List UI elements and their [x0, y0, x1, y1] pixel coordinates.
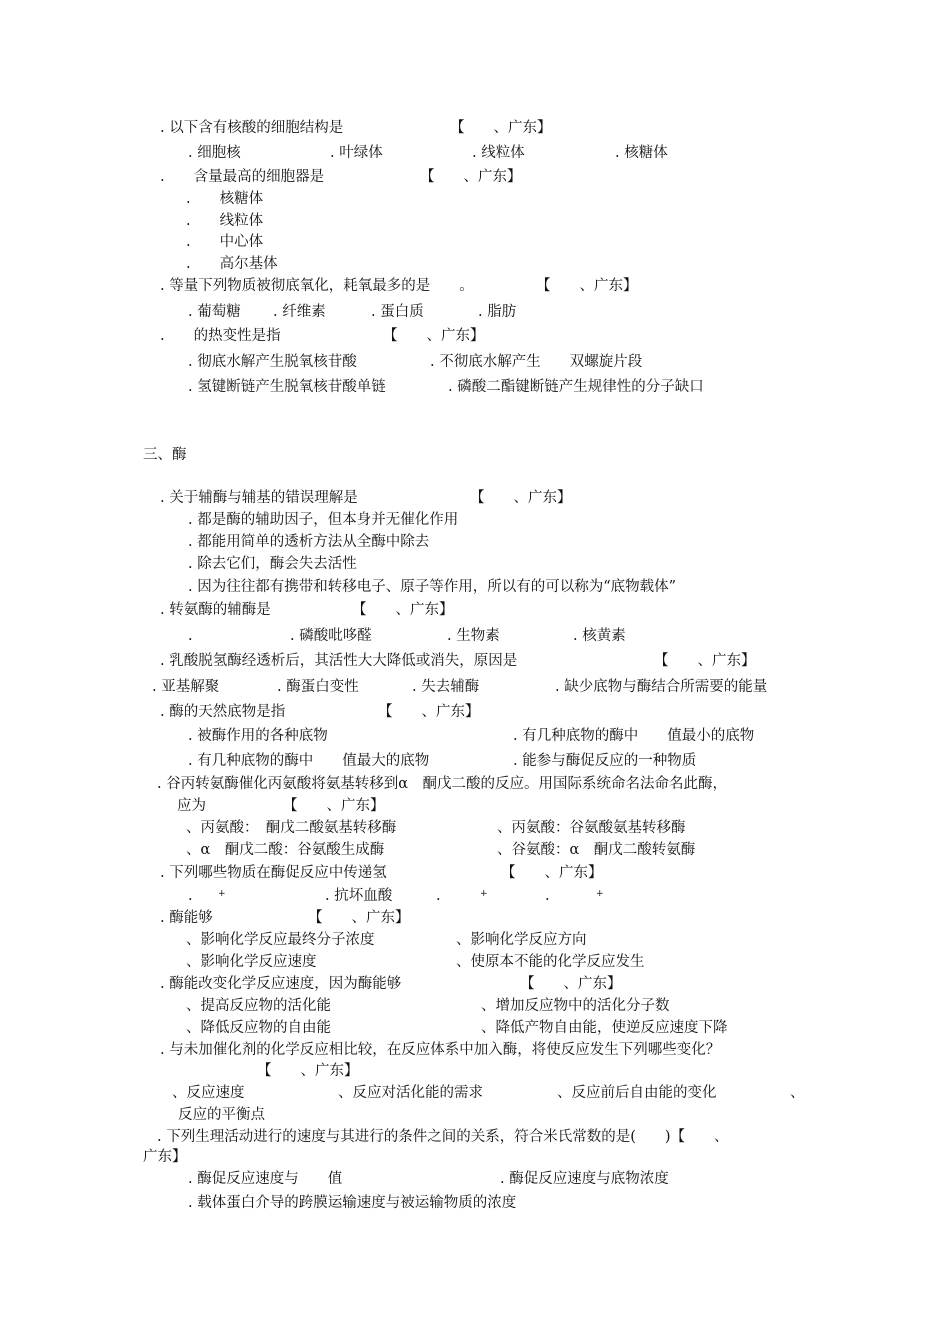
question-source: 【 、广东】 — [257, 1063, 359, 1079]
option-a: . — [188, 628, 193, 644]
option-c: . 生物素 — [447, 628, 500, 644]
option-a: 、影响化学反应最终分子浓度 — [186, 932, 375, 948]
question-stem: . 下列生理活动进行的速度与其进行的条件之间的关系，符合米氏常数的是( )【 、 — [157, 1129, 729, 1145]
question-source: 【 、广东】 — [520, 976, 622, 992]
option-c: 、反应前后自由能的变化 — [557, 1085, 717, 1101]
question-source: 【 、广东】 — [470, 490, 572, 506]
option-a: . 彻底水解产生脱氧核苷酸 — [188, 354, 357, 370]
option-d: . 因为往往都有携带和转移电子、原子等作用，所以有的可以称为“底物载体” — [188, 579, 677, 595]
option-a: . 葡萄糖 — [188, 304, 241, 320]
question-stem: . 酶能改变化学反应速度，因为酶能够 — [160, 976, 402, 992]
question-source: 【 、广东】 — [501, 865, 603, 881]
option-d: . — [545, 888, 550, 904]
question-stem-continued: 广东】 — [143, 1149, 187, 1165]
option-c: 、影响化学反应速度 — [186, 954, 317, 970]
option-a: . — [188, 888, 193, 904]
option-a: . 亚基解聚 — [152, 679, 220, 695]
question-source: 【 、广东】 — [420, 169, 522, 185]
option-a: . 核糖体 — [186, 191, 264, 207]
option-b: . 叶绿体 — [330, 145, 383, 161]
option-b: . 都能用简单的透析方法从全酶中除去 — [188, 534, 430, 550]
option-b: 、增加反应物中的活化分子数 — [481, 998, 670, 1014]
superscript-plus: + — [218, 889, 226, 899]
question-source: 【 、广东】 — [308, 910, 410, 926]
superscript-plus: + — [596, 889, 604, 899]
option-d: . 磷酸二酯键断链产生规律性的分子缺口 — [448, 379, 704, 395]
option-d: . 高尔基体 — [186, 256, 278, 272]
question-stem-continued: 应为 — [177, 798, 206, 814]
question-source: 【 、广东】 — [654, 653, 756, 669]
option-d: 、使原本不能的化学反应发生 — [456, 954, 645, 970]
option-b: . 抗坏血酸 — [325, 888, 393, 904]
option-b: . 纤维素 — [273, 304, 326, 320]
option-c: . 线粒体 — [472, 145, 525, 161]
option-b: 、影响化学反应方向 — [456, 932, 587, 948]
option-b: . 酶蛋白变性 — [277, 679, 359, 695]
option-a: . 被酶作用的各种底物 — [188, 728, 328, 744]
option-c: . 有几种底物的酶中 值最大的底物 — [188, 753, 430, 769]
option-c: . — [436, 888, 441, 904]
option-b: . 线粒体 — [186, 213, 264, 229]
superscript-plus: + — [480, 889, 488, 899]
question-stem: . 以下含有核酸的细胞结构是 — [160, 120, 344, 136]
option-b: 、反应对活化能的需求 — [338, 1085, 483, 1101]
option-c: . 氢键断链产生脱氧核苷酸单链 — [188, 379, 386, 395]
option-c: . 中心体 — [186, 234, 264, 250]
option-d: . 脂肪 — [478, 304, 517, 320]
section-heading: 三、酶 — [143, 447, 187, 463]
option-c: 、降低反应物的自由能 — [186, 1020, 331, 1036]
question-source: 【 、广东】 — [450, 120, 552, 136]
option-c: . 失去辅酶 — [412, 679, 480, 695]
option-a: . 酶促反应速度与 值 — [188, 1171, 343, 1187]
option-d: 、降低产物自由能，使逆反应速度下降 — [481, 1020, 728, 1036]
question-source: 【 、广东】 — [283, 798, 385, 814]
option-c: 、α 酮戊二酸：谷氨酸生成酶 — [186, 842, 385, 858]
option-b: . 磷酸吡哆醛 — [290, 628, 372, 644]
option-b: . 酶促反应速度与底物浓度 — [500, 1171, 669, 1187]
option-d: . 核糖体 — [615, 145, 668, 161]
option-a: . 都是酶的辅助因子，但本身并无催化作用 — [188, 512, 459, 528]
option-a: 、反应速度 — [172, 1085, 245, 1101]
option-d: . 能参与酶促反应的一种物质 — [513, 753, 697, 769]
option-b: . 不彻底水解产生 双螺旋片段 — [430, 354, 643, 370]
option-d: 、 — [790, 1085, 805, 1101]
option-d: . 缺少底物与酶结合所需要的能量 — [555, 679, 768, 695]
question-stem: . 下列哪些物质在酶促反应中传递氢 — [160, 865, 387, 881]
question-stem: . 的热变性是指 — [160, 328, 281, 344]
question-source: 【 、广东】 — [352, 602, 454, 618]
question-source: 【 、广东】 — [378, 704, 480, 720]
option-d-text: 反应的平衡点 — [178, 1107, 265, 1123]
question-source: 【 、广东】 — [383, 328, 485, 344]
question-stem: . 转氨酶的辅酶是 — [160, 602, 271, 618]
question-stem: . 乳酸脱氢酶经透析后，其活性大大降低或消失，原因是 — [160, 653, 518, 669]
question-stem: . 关于辅酶与辅基的错误理解是 — [160, 490, 358, 506]
question-stem: . 与未加催化剂的化学反应相比较，在反应体系中加入酶，将使反应发生下列哪些变化？ — [160, 1042, 721, 1058]
option-d: 、谷氨酸：α 酮戊二酸转氨酶 — [497, 842, 696, 858]
option-b: 、丙氨酸：谷氨酸氨基转移酶 — [497, 820, 686, 836]
option-b: . 有几种底物的酶中 值最小的底物 — [513, 728, 755, 744]
option-d: . 核黄素 — [573, 628, 626, 644]
question-stem: . 酶的天然底物是指 — [160, 704, 286, 720]
question-source: 【 、广东】 — [536, 278, 638, 294]
option-a: 、丙氨酸： 酮戊二酸氨基转移酶 — [186, 820, 397, 836]
question-stem: . 谷丙转氨酶催化丙氨酸将氨基转移到α 酮戊二酸的反应。用国际系统命名法命名此酶， — [157, 776, 728, 792]
option-c: . 载体蛋白介导的跨膜运输速度与被运输物质的浓度 — [188, 1195, 517, 1211]
question-stem: . 含量最高的细胞器是 — [160, 169, 325, 185]
question-stem: . 酶能够 — [160, 910, 213, 926]
option-c: . 除去它们，酶会失去活性 — [188, 556, 357, 572]
question-stem: . 等量下列物质被彻底氧化，耗氧最多的是 。 — [160, 278, 474, 294]
option-c: . 蛋白质 — [371, 304, 424, 320]
option-a: . 细胞核 — [188, 145, 241, 161]
option-a: 、提高反应物的活化能 — [186, 998, 331, 1014]
